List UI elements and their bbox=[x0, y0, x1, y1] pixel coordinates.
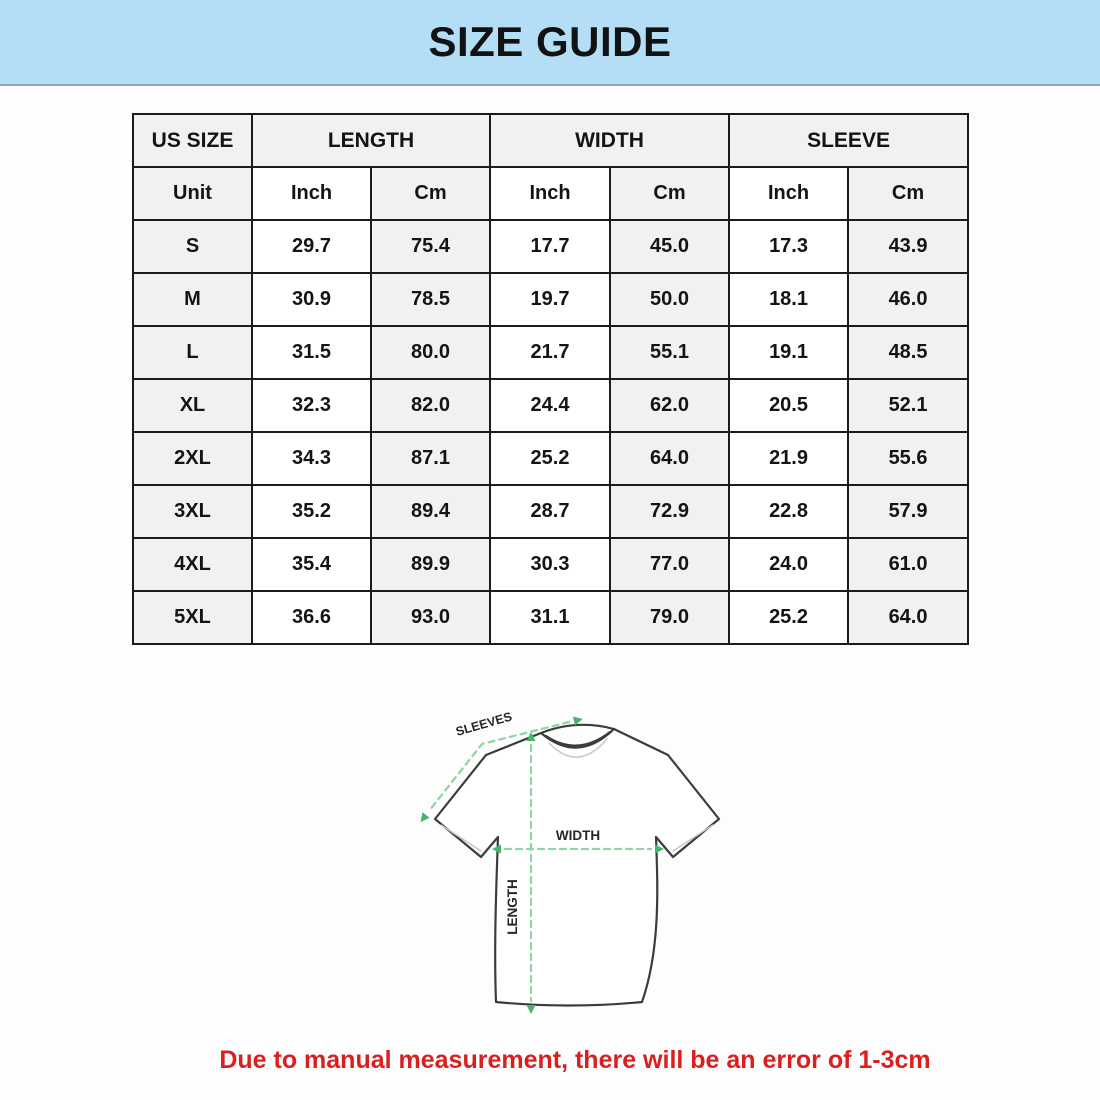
table-row-2xl bbox=[133, 432, 968, 485]
column-header-us-size: US SIZE bbox=[133, 114, 252, 167]
table-cell: 64.0 bbox=[610, 432, 729, 485]
unit-cell-inch: Inch bbox=[252, 167, 371, 220]
table-cell: 64.0 bbox=[848, 591, 968, 644]
table-cell: 72.9 bbox=[610, 485, 729, 538]
table-cell: 57.9 bbox=[848, 485, 968, 538]
table-cell: 19.7 bbox=[490, 273, 610, 326]
measurement-disclaimer: Due to manual measurement, there will be an error of 1-3cm bbox=[219, 1046, 931, 1074]
table-row-xl bbox=[133, 379, 968, 432]
sleeve-arrow-end-icon bbox=[417, 812, 430, 825]
table-cell: 62.0 bbox=[610, 379, 729, 432]
table-cell: 19.1 bbox=[729, 326, 848, 379]
table-cell: 93.0 bbox=[371, 591, 490, 644]
table-cell: 31.1 bbox=[490, 591, 610, 644]
unit-cell-cm: Cm bbox=[371, 167, 490, 220]
size-guide-table bbox=[132, 113, 969, 645]
table-cell: 61.0 bbox=[848, 538, 968, 591]
table-cell: 22.8 bbox=[729, 485, 848, 538]
table-row-s bbox=[133, 220, 968, 273]
table-cell: 75.4 bbox=[371, 220, 490, 273]
column-header-width: WIDTH bbox=[490, 114, 729, 167]
table-cell: 36.6 bbox=[252, 591, 371, 644]
unit-cell-cm: Cm bbox=[610, 167, 729, 220]
column-header-sleeve: SLEEVE bbox=[729, 114, 968, 167]
table-cell: 17.3 bbox=[729, 220, 848, 273]
sleeve-arrow-right-icon bbox=[573, 714, 584, 725]
header-banner bbox=[0, 0, 1100, 86]
tshirt-measurement-diagram bbox=[398, 692, 758, 1032]
table-cell: 46.0 bbox=[848, 273, 968, 326]
table-row-l bbox=[133, 326, 968, 379]
table-cell: 20.5 bbox=[729, 379, 848, 432]
size-cell: 3XL bbox=[133, 485, 252, 538]
table-cell: 28.7 bbox=[490, 485, 610, 538]
table-unit-row bbox=[133, 167, 968, 220]
size-cell: 5XL bbox=[133, 591, 252, 644]
size-cell: S bbox=[133, 220, 252, 273]
width-label: WIDTH bbox=[555, 828, 601, 843]
table-cell: 89.9 bbox=[371, 538, 490, 591]
table-cell: 55.1 bbox=[610, 326, 729, 379]
table-cell: 87.1 bbox=[371, 432, 490, 485]
table-cell: 21.7 bbox=[490, 326, 610, 379]
table-cell: 78.5 bbox=[371, 273, 490, 326]
table-row-3xl bbox=[133, 485, 968, 538]
size-cell: XL bbox=[133, 379, 252, 432]
length-label: LENGTH bbox=[505, 879, 520, 935]
table-cell: 30.9 bbox=[252, 273, 371, 326]
table-cell: 25.2 bbox=[490, 432, 610, 485]
table-cell: 24.4 bbox=[490, 379, 610, 432]
unit-cell: Unit bbox=[133, 167, 252, 220]
tshirt-outline bbox=[435, 729, 719, 1006]
table-row-5xl bbox=[133, 591, 968, 644]
unit-cell-cm: Cm bbox=[848, 167, 968, 220]
table-cell: 21.9 bbox=[729, 432, 848, 485]
table-cell: 25.2 bbox=[729, 591, 848, 644]
table-cell: 29.7 bbox=[252, 220, 371, 273]
table-row-m bbox=[133, 273, 968, 326]
size-cell: 4XL bbox=[133, 538, 252, 591]
unit-cell-inch: Inch bbox=[490, 167, 610, 220]
page-title: SIZE GUIDE bbox=[428, 18, 672, 65]
table-cell: 50.0 bbox=[610, 273, 729, 326]
size-cell: M bbox=[133, 273, 252, 326]
table-group-header-row bbox=[133, 114, 968, 167]
table-cell: 34.3 bbox=[252, 432, 371, 485]
table-cell: 45.0 bbox=[610, 220, 729, 273]
size-cell: 2XL bbox=[133, 432, 252, 485]
sleeves-label: SLEEVES bbox=[454, 709, 514, 739]
table-cell: 30.3 bbox=[490, 538, 610, 591]
table-cell: 43.9 bbox=[848, 220, 968, 273]
table-cell: 55.6 bbox=[848, 432, 968, 485]
table-cell: 80.0 bbox=[371, 326, 490, 379]
table-cell: 82.0 bbox=[371, 379, 490, 432]
table-cell: 18.1 bbox=[729, 273, 848, 326]
table-cell: 89.4 bbox=[371, 485, 490, 538]
tshirt-diagram-svg bbox=[398, 692, 758, 1032]
column-header-length: LENGTH bbox=[252, 114, 490, 167]
table-cell: 31.5 bbox=[252, 326, 371, 379]
table-cell: 77.0 bbox=[610, 538, 729, 591]
table-cell: 48.5 bbox=[848, 326, 968, 379]
table-cell: 24.0 bbox=[729, 538, 848, 591]
table-cell: 17.7 bbox=[490, 220, 610, 273]
length-arrow-bottom-icon bbox=[527, 1005, 536, 1014]
table-cell: 32.3 bbox=[252, 379, 371, 432]
table-cell: 52.1 bbox=[848, 379, 968, 432]
table-cell: 35.2 bbox=[252, 485, 371, 538]
table-cell: 79.0 bbox=[610, 591, 729, 644]
size-cell: L bbox=[133, 326, 252, 379]
table-cell: 35.4 bbox=[252, 538, 371, 591]
table-row-4xl bbox=[133, 538, 968, 591]
unit-cell-inch: Inch bbox=[729, 167, 848, 220]
